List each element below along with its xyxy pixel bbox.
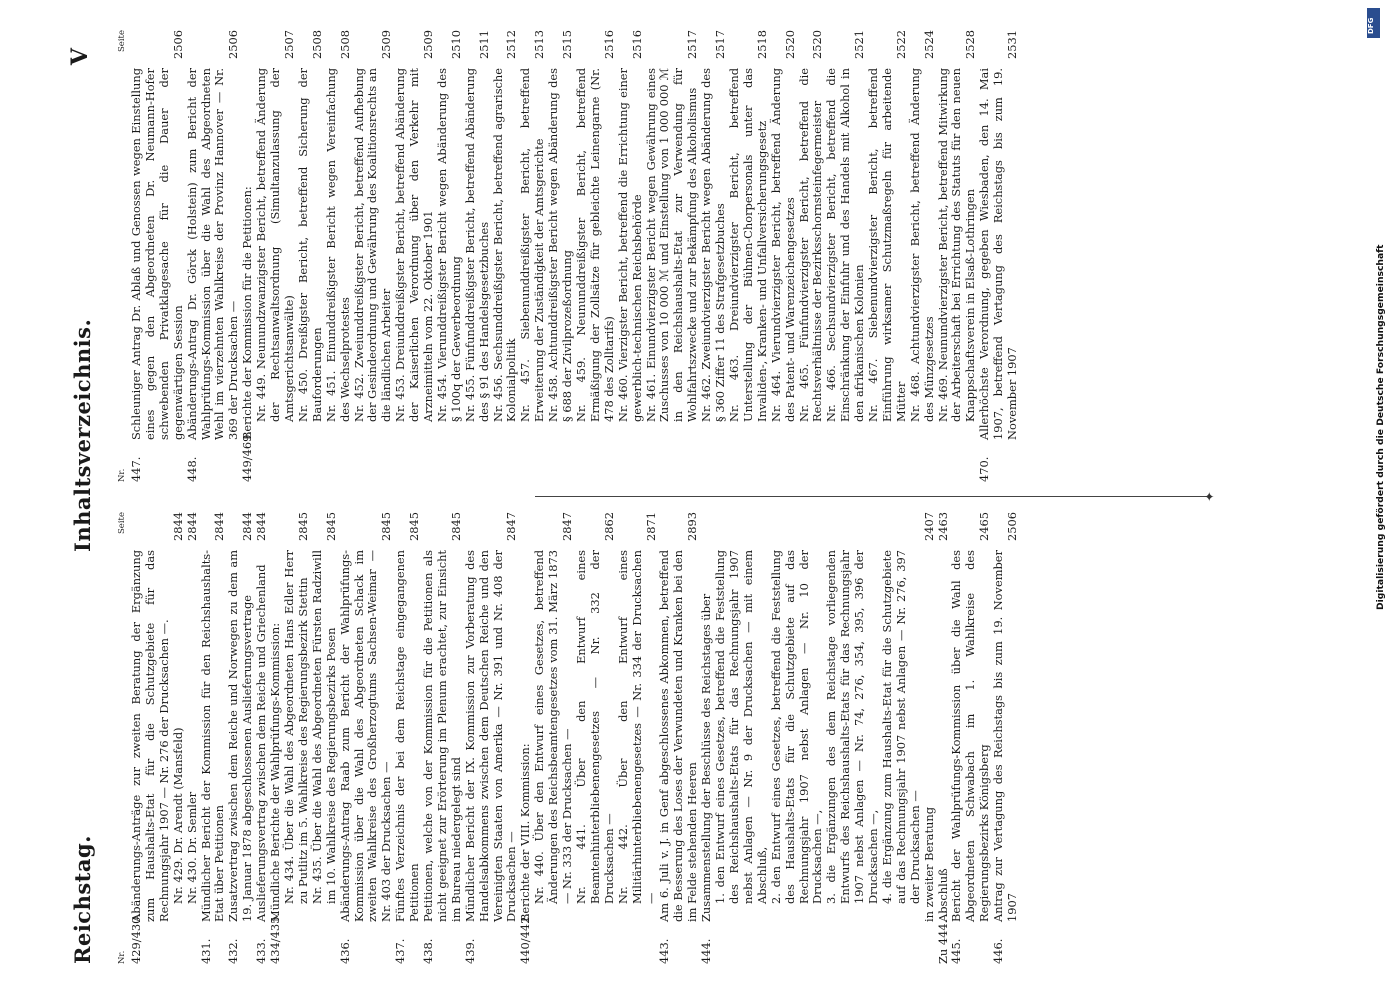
entry-number [617,440,645,482]
entry-text: Nr. 458. Achtunddreißigster Bericht wegen Abänderung des § 688 der Zivilprozeßordnung [546,68,575,422]
index-entry [950,512,992,964]
index-entry [283,512,311,964]
entry-page: 2871 [643,512,658,541]
entry-text: 2. den Entwurf eines Gesetzes, betreffend die Feststellung des Haushalts-Etats für die Schutzgebiete auf das Rechnungsjahr 1907 nebst Anlagen — Nr. 10 der Drucksachen —, [768,550,825,904]
entry-number: 470. [977,456,992,482]
entry-text: Nr. 467. Siebenundvierzigster Bericht, betreffend Einführung wirksamer Schutzmaßregeln für arbeitende Mütter [866,68,908,422]
entry-text: 1. den Entwurf eines Gesetzes, betreffend die Feststellung des Reichshaushalts-Etats für das Rechnungsjahr 1907 nebst Anlagen — Nr. 9 der Drucksachen — mit einem Abschluß, [713,550,769,904]
entry-page: 2845 [295,512,310,541]
left-entry-list [130,512,1020,964]
index-entry [200,512,228,964]
entry-number: 432. [226,938,241,964]
entry-text: Mündliche Berichte der Wahlprüfungs-Kommission: [268,622,283,922]
entry-number: 448. [184,456,199,482]
entry-text: Nr. 441. Über den Entwurf eines Beamtenhinterbliebenengesetzes — Nr. 332 der Drucksachen — [574,550,616,904]
entry-number [700,440,728,482]
entry-text: Mündlicher Bericht der Kommission für den Reichshaushalts-Etat über Petitionen [198,550,227,922]
entry-page: 2407 [921,512,936,541]
entry-text: Abänderungs-Antrag Raab zum Bericht der Wahlprüfungs-Kommission über die Wahl des Abgeordneten Schack im zweiten Wahlkreise des Großherzogtums Sachsen-Weimar — Nr. 403 der Drucksachen — [337,550,394,922]
entry-page: 2506 [1005,512,1020,541]
divider-ornament-icon: ✦ [1202,491,1218,502]
index-entry [575,30,617,482]
index-entry [770,512,826,964]
index-entry [130,30,186,482]
entry-text: 3. die Ergänzungen des dem Reichstage vorliegenden Entwurfs des Reichshaushalts-Etats für das Rechnungsjahr 1907 nebst Anlagen — Nr. 74, 276, 354, 395, 396 der Drucksachen —, [824,550,881,904]
entry-number [645,440,701,482]
entry-number [937,440,979,482]
index-entry [311,512,339,964]
seite-heading-right: Seite [117,30,127,53]
entry-page: 2847 [504,512,519,541]
entry-page: 2507 [281,30,296,59]
index-entry [825,30,867,482]
index-entry [325,30,353,482]
entry-text: Nr. 429. Dr. Arendt (Mansfeld) [170,727,185,904]
entry-text: Fünftes Verzeichnis der bei dem Reichstage eingegangenen Petitionen [393,550,422,922]
entry-page: 2531 [1005,30,1020,59]
entry-number: 440/442. [518,913,533,964]
left-column-body [116,512,1020,964]
entry-page: 2512 [504,30,519,59]
entry-text: Nr. 449. Neunundzwanzigster Bericht, betreffend Änderung der Rechtsanwaltsordnung (Simultanzulassung der Amtsgerichtsanwälte) [254,68,296,422]
entry-number [825,440,867,482]
entry-text: Abänderungs-Antrag Dr. Görck (Holstein) zum Bericht der Wahlprüfungs-Kommission über die Wahl des Abgeordneten Wehl im vierzehnten Wahlkreise der Provinz Hannover — Nr. 369 der Drucksachen — [184,68,241,440]
entry-text: Nr. 469. Neunundvierzigster Bericht, betreffend Mitwirkung der Arbeiterschaft bei Errichtung des Statuts für den neuen Knappschaftsverein in Elsaß-Lothringen [935,68,978,422]
entry-text: Nr. 454. Vierunddreißigster Bericht wegen Abänderung des § 100q der Gewerbeordnung [434,68,463,422]
entry-text: Nr. 465. Fünfundvierzigster Bericht, betreffend die Rechtsverhältnisse der Bezirksschornsteinfegermeister [796,68,825,422]
entry-page: 2508 [309,30,324,59]
entry-number [533,922,575,964]
entry-text: Antrag zur Vertagung des Reichstags bis zum 19. November 1907 [991,550,1020,922]
index-entry [492,30,520,482]
entry-page: 2511 [476,30,491,59]
entry-text: Nr. 457. Siebenunddreißigster Bericht, betreffend Erweiterung der Zuständigkeit der Amtsgerichte [518,68,547,422]
entry-text: Berichte der Kommission für die Petitionen: [240,186,255,440]
index-entry [867,30,909,482]
entry-text: Nr. 466. Sechsundvierzigster Bericht, betreffend die Einschränkung der Einfuhr und des Handels mit Alkohol in den afrikanischen Kolonien [824,68,867,422]
nr-heading-right: Nr. [117,468,127,482]
index-entry [700,512,714,964]
entry-page: 2520 [782,30,797,59]
right-column-body [116,30,1020,482]
right-column-header [116,30,130,482]
index-entry [297,30,325,482]
entry-number [770,440,798,482]
index-entry [422,512,464,964]
entry-number [353,440,395,482]
entry-number [172,922,186,964]
index-entry [519,30,547,482]
header-left-title: Reichstag. [70,835,95,964]
entry-page: 2844 [240,512,255,541]
index-entry [130,512,172,964]
entry-text: Nr. 464. Vierundvierzigster Bericht, betreffend Änderung des Patent- und Warenzeichengesetzes [768,68,797,422]
entry-text: Nr. 456. Sechsunddreißigster Bericht, betreffend agrarische Kolonialpolitik [490,68,519,422]
entry-page: 2506 [170,30,185,59]
entry-text: Mündlicher Bericht der IX. Kommission zur Vorberatung des Handelsabkommens zwischen dem Deutschen Reiche und den Vereinigten Staaten von Amerika — Nr. 391 und Nr. 408 der Drucksachen — [462,550,519,922]
index-entry [464,512,520,964]
entry-page: 2844 [212,512,227,541]
entry-page: 2515 [560,30,575,59]
entry-text: Allerhöchste Verordnung, gegeben Wiesbaden, den 14. Mai 1907, betreffend Vertagung des Reichstags bis zum 19. November 1907 [977,68,1020,440]
entry-text: Nr. 459. Neununddreißigster Bericht, betreffend Ermäßigung der Zollsätze für gebleichte Leinengarne (Nr. 478 des Zolltarifs) [574,68,616,422]
seite-heading: Seite [117,512,127,535]
entry-text: 4. die Ergänzung zum Haushalts-Etat für die Schutzgebiete auf das Rechnungsjahr 1907 nebst Anlagen — Nr. 276, 397 der Drucksachen — [879,550,922,904]
index-entry [992,512,1020,964]
entry-number [714,922,770,964]
entry-text: Zusammenstellung der Beschlüsse des Reichstages über [699,593,714,922]
entry-page: 2524 [921,30,936,59]
entry-number: 433. [254,938,269,964]
index-entry [700,30,728,482]
entry-page: 2844 [254,512,269,541]
entry-text: Nr. 452. Zweiunddreißigster Bericht, betreffend Aufhebung der Gesindeordnung und Gewährung des Koalitionsrechts an die ländlichen Arbeiter [351,68,394,422]
entry-text: Nr. 440. Über den Entwurf eines Gesetzes, betreffend Änderungen des Reichsbeamtengesetzes vom 31. März 1873 — Nr. 333 der Drucksachen — [532,550,575,904]
entry-page: 2516 [629,30,644,59]
entry-text: Nr. 461. Einundvierzigster Bericht wegen Gewährung eines Zuschusses von 10 000 ℳ und Einstellung von 1 000 000 ℳ in den Reichshaushalts-Etat zur Verwendung für Wohlfahrtszwecke und zur Bekämpfung des Alkoholismus [643,68,700,422]
entry-text: Nr. 463. Dreiundvierzigster Bericht, betreffend Unterstellung der Bühnen-Chorpersonals unter das Invaliden-, Kranken- und Unfallversicherungsgesetz [726,68,769,422]
entry-page: 2528 [963,30,978,59]
index-entry [186,30,242,482]
entry-page: 2513 [532,30,547,59]
entry-number: 445. [949,938,964,964]
index-entry [255,512,269,964]
entry-text: Bericht der Wahlprüfungs-Kommission über die Wahl des Abgeordneten Schwabach im 1. Wahlkreise des Regierungsbezirks Königsberg [949,550,992,922]
index-entry [798,30,826,482]
entry-text: in zweiter Beratung [921,806,936,922]
entry-text: Nr. 451. Einunddreißigster Bericht wegen Vereinfachung des Wechselprotestes [323,68,352,422]
index-entry [937,512,951,964]
entry-text: Auslieferungsvertrag zwischen dem Reiche und Griechenland [254,564,269,922]
entry-page: 2509 [421,30,436,59]
entry-number: 438. [421,938,436,964]
column-divider [535,496,1210,497]
entry-number [297,440,325,482]
entry-page: 2522 [893,30,908,59]
entry-page: 2845 [379,512,394,541]
entry-number [436,440,464,482]
entry-text: Zusatzvertrag zwischen dem Reiche und Norwegen zu dem am 19. Januar 1878 abgeschlossenen Auslieferungsvertrage [226,550,255,922]
index-entry [547,30,575,482]
entry-number: 449/469. [240,431,255,482]
entry-page: 2893 [685,512,700,541]
entry-text: Nr. 442. Über den Entwurf eines Militärhinterbliebenengesetzes — Nr. 334 der Drucksachen — [615,550,658,904]
left-column [70,512,1166,964]
entry-number: 446. [991,938,1006,964]
header-page-number: V [67,48,93,66]
index-entry [519,512,533,964]
entry-text: Abschluß [935,868,950,922]
entry-text: Nr. 450. Dreißigster Bericht, betreffend Sicherung der Bauforderungen [295,68,324,422]
entry-text: Abänderungs-Anträge zur zweiten Beratung der Ergänzung zum Haushalts-Etat für die Schutzgebiete für das Rechnungsjahr 1907 — Nr. 276 der Drucksachen —. [129,550,171,922]
entry-page: 2847 [560,512,575,541]
entry-page: 2845 [323,512,338,541]
index-entry [339,512,395,964]
entry-text: Nr. 453. Dreiunddreißigster Bericht, betreffend Abänderung der Kaiserlichen Verordnung über den Verkehr mit Arzneimitteln vom 22. Oktober 1901 [393,68,436,422]
entry-number [311,922,339,964]
entry-text: Nr. 435. Über die Wahl des Abgeordneten Fürsten Radziwill im 10. Wahlkreise des Regierungsbezirks Posen [309,550,338,904]
entry-number: 436. [337,938,352,964]
digitization-credit: Digitalisierung gefördert durch die Deutsche Forschungsgemeinschaft [1375,244,1386,610]
entry-number: 429/430. [129,913,143,964]
entry-number [825,922,881,964]
dfg-logo-icon [1367,8,1380,38]
index-entry [255,30,297,482]
index-entry [714,512,770,964]
entry-number [325,440,353,482]
entry-page: 2510 [448,30,463,59]
entry-page: 2518 [754,30,769,59]
entry-number [923,922,937,964]
entry-number [798,440,826,482]
entry-number [770,922,826,964]
index-entry [617,512,659,964]
index-entry [394,512,422,964]
entry-number [728,440,770,482]
entry-number: Zu 444. [935,919,950,964]
index-entry [909,30,937,482]
entry-text: Schleuniger Antrag Dr. Ablaß und Genossen wegen Einstellung eines gegen den Abgeordneten Dr. Neumann-Hofer schwebenden Privatklagesache für die Dauer der gegenwärtigen Session [129,68,185,440]
index-entry [172,512,186,964]
entry-text: Nr. 462. Zweiundvierzigster Bericht wegen Abänderung des § 360 Ziffer 11 des Strafgesetzbuches [699,68,728,422]
dfg-logo-text: DFG [1367,17,1375,34]
index-entry [825,512,881,964]
index-entry [770,30,798,482]
entry-text: Nr. 468. Achtundvierzigster Bericht, betreffend Änderung des Münzgesetzes [907,68,936,422]
left-column-header [116,512,130,964]
entry-text: Nr. 455. Fünfunddreißigster Bericht, betreffend Abänderung des § 91 des Handelsgesetzbuches [462,68,491,422]
entry-number [881,922,923,964]
entry-number [867,440,909,482]
entry-page: 2517 [713,30,728,59]
entry-page: 2517 [685,30,700,59]
entry-number [617,922,659,964]
entry-text: Nr. 460. Vierzigster Bericht, betreffend die Errichtung einer gewerblich-technischen Reichsbehörde [615,68,644,422]
entry-number: 444. [699,938,714,964]
index-entry [645,30,701,482]
entry-number [283,922,311,964]
entry-page: 2506 [226,30,241,59]
entry-number: 434/435. [268,913,283,964]
index-entry [227,512,255,964]
entry-number [909,440,937,482]
header-center-title: Inhaltsverzeichnis. [70,318,95,552]
entry-text: Nr. 430. Dr. Semler [184,791,199,904]
entry-text: Petitionen, welche von der Kommission für die Petitionen als nicht geeignet zur Erörterung im Plenum erachtet, zur Einsicht im Bureau niedergelegt sind [421,550,463,922]
index-entry [937,30,979,482]
index-entry [533,512,575,964]
index-entry [923,512,937,964]
entry-text: Am 6. Juli v. J. in Genf abgeschlossenes Abkommen, betreffend die Besserung des Loses der Verwundeten und Kranken bei den im Felde stehenden Heeren [657,550,700,922]
entry-page: 2521 [852,30,867,59]
entry-page: 2463 [935,512,950,541]
index-entry [881,512,923,964]
index-entry [658,512,700,964]
entry-number: 437. [393,938,408,964]
index-entry [728,30,770,482]
right-entry-list [130,30,1020,482]
entry-number: 439. [462,938,477,964]
entry-number [464,440,492,482]
index-entry [464,30,492,482]
entry-page: 2516 [601,30,616,59]
index-entry [617,30,645,482]
entry-page: 2845 [448,512,463,541]
index-entry [269,512,283,964]
index-entry [978,30,1020,482]
entry-number [575,922,617,964]
index-entry [575,512,617,964]
entry-number: 431. [198,938,213,964]
page-header-right [67,30,110,552]
entry-page: 2520 [810,30,825,59]
index-entry [394,30,436,482]
index-entry [436,30,464,482]
entry-number: 443. [657,938,672,964]
entry-page: 2844 [184,512,199,541]
entry-page: 2844 [170,512,185,541]
entry-number [519,440,547,482]
entry-number [186,922,200,964]
index-entry [186,512,200,964]
entry-number [575,440,617,482]
index-entry [353,30,395,482]
page-header [70,512,110,964]
nr-heading: Nr. [117,950,127,964]
entry-page: 2509 [379,30,394,59]
entry-number [492,440,520,482]
entry-page: 2862 [601,512,616,541]
entry-text: Nr. 434. Über die Wahl des Abgeordneten Hans Edler Herr zu Putlitz im 5. Wahlkreise des Regierungsbezirk Stettin [281,550,310,904]
entry-number [547,440,575,482]
index-entry [241,30,255,482]
entry-page: 2465 [977,512,992,541]
entry-number: 447. [129,456,143,482]
entry-number [255,440,297,482]
entry-page: 2508 [337,30,352,59]
entry-text: Berichte der VIII. Kommission: [518,743,533,922]
entry-number [394,440,436,482]
entry-page: 2845 [407,512,422,541]
rotated-content [67,30,1166,970]
